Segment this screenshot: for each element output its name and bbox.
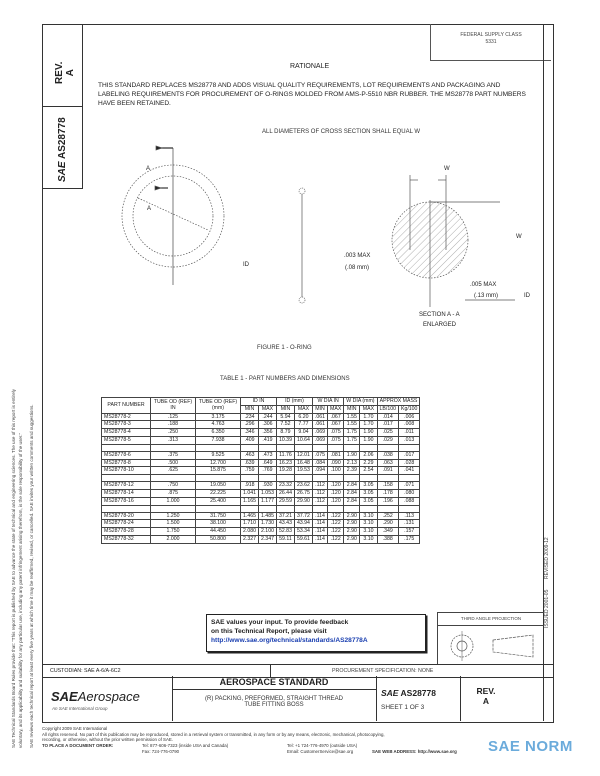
part-number-cell: MS28778-12	[102, 482, 151, 490]
sub-min: MIN	[241, 405, 259, 413]
table-cell: 16.23	[276, 459, 294, 467]
part-number-cell: MS28778-24	[102, 520, 151, 528]
table-cell: 53.34	[294, 528, 312, 536]
table-cell: .750	[151, 482, 196, 490]
table-cell: 3.05	[360, 489, 377, 497]
table-cell: .071	[399, 482, 420, 490]
table-cell: 4.763	[196, 421, 241, 429]
table-cell: .011	[399, 429, 420, 437]
sub-min: MIN	[312, 405, 327, 413]
table-cell: 1.710	[241, 520, 259, 528]
web-address[interactable]: SAE WEB ADDRESS: http://www.sae.org	[372, 748, 457, 754]
table-cell: .029	[377, 436, 398, 444]
table-cell: .388	[377, 535, 398, 543]
table-cell: .769	[258, 467, 276, 475]
table-cell: .061	[312, 421, 327, 429]
table-cell: .131	[399, 520, 420, 528]
table-cell: 2.06	[360, 451, 377, 459]
brand-cell	[42, 676, 173, 721]
label-id-left: ID	[243, 262, 249, 268]
flash-max-mm: (.08 mm)	[345, 265, 369, 271]
table-row	[102, 413, 420, 421]
table-cell: 12.700	[196, 459, 241, 467]
part-number-cell: MS28778-28	[102, 528, 151, 536]
table-cell: 22.225	[196, 489, 241, 497]
table-row	[102, 467, 420, 475]
table-cell: 6.20	[294, 413, 312, 421]
table-cell: 7.938	[196, 436, 241, 444]
offset-max-mm: (.13 mm)	[474, 293, 498, 299]
table-cell: .463	[241, 451, 259, 459]
procurement-spec: PROCUREMENT SPECIFICATION: NONE	[332, 668, 434, 674]
table-cell: .112	[312, 497, 327, 505]
table-cell: .918	[241, 482, 259, 490]
table-cell: .114	[312, 528, 327, 536]
table-cell: 1.041	[241, 489, 259, 497]
table-cell: .349	[377, 528, 398, 536]
table-cell: 38.100	[196, 520, 241, 528]
table-cell: 1.177	[258, 497, 276, 505]
table-row	[102, 512, 420, 520]
part-number-cell: MS28778-8	[102, 459, 151, 467]
aerospace-logo-text: Aerospace	[77, 689, 140, 704]
part-number-cell: MS28778-16	[102, 497, 151, 505]
table-cell: 2.84	[344, 497, 360, 505]
table-spacer-row	[102, 505, 420, 512]
doc-id: AS28778	[57, 117, 68, 160]
table-cell: .875	[151, 489, 196, 497]
sub-max: MAX	[294, 405, 312, 413]
table-cell: .356	[258, 429, 276, 437]
table-cell: 23.62	[294, 482, 312, 490]
third-angle-projection-box	[437, 612, 544, 665]
table-cell: 59.61	[294, 535, 312, 543]
table-cell: .067	[328, 421, 344, 429]
table-cell: .639	[241, 459, 259, 467]
table-cell: .234	[241, 413, 259, 421]
table-cell: .081	[328, 451, 344, 459]
table-cell: 12.01	[294, 451, 312, 459]
table-cell: .069	[312, 429, 327, 437]
table-cell: .250	[151, 429, 196, 437]
table-cell: 1.70	[360, 413, 377, 421]
title-rev-label: REV.	[476, 686, 496, 696]
table-cell: .409	[241, 436, 259, 444]
table-cell: .075	[328, 429, 344, 437]
aerospace-standard-heading: AEROSPACE STANDARD	[172, 676, 376, 690]
table-cell: .346	[241, 429, 259, 437]
table-cell: 3.175	[196, 413, 241, 421]
doc-number-cell	[376, 676, 461, 721]
part-number-cell: MS28778-10	[102, 467, 151, 475]
table-cell: .114	[312, 512, 327, 520]
part-number-cell: MS28778-14	[102, 489, 151, 497]
table-cell: 2.347	[258, 535, 276, 543]
doc-number: AS28778	[400, 688, 436, 698]
third-angle-label: THIRD ANGLE PROJECTION	[438, 613, 544, 626]
part-number-cell: MS28778-2	[102, 413, 151, 421]
sub-min: MIN	[344, 405, 360, 413]
table-cell: .008	[399, 421, 420, 429]
part-number-cell: MS28778-20	[102, 512, 151, 520]
title-block	[42, 676, 554, 721]
table-cell: .125	[151, 413, 196, 421]
table-cell: 3.10	[360, 512, 377, 520]
disclaimer-line-1: SAE Technical Standards Board Rules provide that: "This report is published by SAE to advance the state of technical and engineering sciences. The use of this report is entirely	[11, 389, 16, 748]
table-cell: 1.485	[258, 512, 276, 520]
table-cell: .006	[399, 413, 420, 421]
table-cell: 1.90	[360, 436, 377, 444]
table-row	[102, 520, 420, 528]
part-number-cell: MS28778-4	[102, 429, 151, 437]
table-cell: 1.500	[151, 520, 196, 528]
table-cell: 23.32	[276, 482, 294, 490]
table-cell: .296	[241, 421, 259, 429]
table-cell: .075	[312, 451, 327, 459]
sae-logo-icon: SAE	[51, 689, 78, 704]
table-cell: 29.90	[294, 497, 312, 505]
table-spacer-row	[102, 475, 420, 482]
section-a-a-view	[392, 175, 515, 307]
table-cell: .290	[377, 520, 398, 528]
table-row	[102, 459, 420, 467]
col-tube-od-mm: TUBE OD (REF) (mm)	[196, 398, 241, 414]
fsc-value: 5331	[485, 39, 497, 45]
col-w-in: W DIA IN	[312, 398, 343, 406]
table-title: TABLE 1 - PART NUMBERS AND DIMENSIONS	[220, 376, 350, 382]
table-cell: .061	[312, 413, 327, 421]
label-w-right: W	[516, 234, 522, 240]
table-cell: .075	[328, 436, 344, 444]
table-cell: .014	[377, 413, 398, 421]
sub-max: MAX	[258, 405, 276, 413]
table-cell: 19.050	[196, 482, 241, 490]
table-cell: .041	[399, 467, 420, 475]
table-cell: .063	[377, 459, 398, 467]
table-cell: 1.250	[151, 512, 196, 520]
table-cell: 3.10	[360, 528, 377, 536]
table-cell: .112	[312, 489, 327, 497]
table-cell: 1.55	[344, 421, 360, 429]
table-cell: .113	[399, 512, 420, 520]
table-cell: 26.44	[276, 489, 294, 497]
table-cell: 7.77	[294, 421, 312, 429]
table-cell: 7.52	[276, 421, 294, 429]
table-cell: .088	[399, 497, 420, 505]
offset-max-in: .005 MAX	[470, 282, 497, 288]
table-row	[102, 528, 420, 536]
table-cell: 59.11	[276, 535, 294, 543]
title-cell	[172, 676, 377, 721]
table-cell: 2.90	[344, 520, 360, 528]
table-cell: 1.70	[360, 421, 377, 429]
table-cell: .122	[328, 528, 344, 536]
label-w-top: W	[444, 166, 450, 172]
col-id-in: ID IN	[241, 398, 277, 406]
rev-cell	[460, 676, 512, 721]
table-cell: .094	[312, 467, 327, 475]
issued-date: ISSUED 2001-05	[544, 589, 550, 628]
table-cell: 9.04	[294, 429, 312, 437]
table-cell: 2.080	[241, 528, 259, 536]
table-cell: 1.90	[360, 429, 377, 437]
o-ring-front-view	[122, 146, 224, 285]
table-cell: .017	[399, 451, 420, 459]
sae-logo-icon: SAE	[381, 688, 399, 698]
label-id-right: ID	[524, 293, 530, 299]
table-cell: 8.79	[276, 429, 294, 437]
table-cell: 3.10	[360, 535, 377, 543]
table-cell: .067	[328, 413, 344, 421]
table-cell: .252	[377, 512, 398, 520]
table-cell: 37.72	[294, 512, 312, 520]
table-row	[102, 436, 420, 444]
table-row	[102, 421, 420, 429]
table-cell: 2.90	[344, 512, 360, 520]
table-cell: 2.84	[344, 482, 360, 490]
table-cell: .759	[241, 467, 259, 475]
label-a-mid: A	[147, 206, 152, 212]
third-angle-projection-icon	[438, 626, 544, 664]
table-cell: 11.76	[276, 451, 294, 459]
table-cell: 1.750	[151, 528, 196, 536]
table-row	[102, 429, 420, 437]
o-ring-side-view	[299, 188, 305, 303]
table-row	[102, 451, 420, 459]
rev-box	[42, 24, 83, 107]
sub-min: MIN	[276, 405, 294, 413]
table-cell: .114	[312, 520, 327, 528]
table-cell: 2.90	[344, 535, 360, 543]
table-cell: 2.29	[360, 459, 377, 467]
table-row	[102, 497, 420, 505]
tel-intl: Tel: +1 724-776-4970 (outside USA)	[287, 742, 358, 748]
table-cell: 2.84	[344, 489, 360, 497]
parts-table	[101, 397, 420, 544]
rationale-text: THIS STANDARD REPLACES MS28778 AND ADDS VISUAL QUALITY REQUIREMENTS, LOT REQUIREMENTS AND PACKAGING AND LABELING REQUIREMENTS FOR PROCUREMENT OF O-RINGS MOLDED FROM AMS-P-5510 NBR RUBBER. THE MS28778 PART NUMBERS HAVE BEEN RETAINED.	[98, 82, 526, 107]
table-cell: 43.43	[276, 520, 294, 528]
right-margin-strip	[543, 24, 553, 721]
table-cell: .090	[328, 459, 344, 467]
disclaimer-line-3: SAE reviews each technical report at least every five years at which time it may be reaffirmed, revised, or cancelled. SAE invites your written comments and suggestions.	[29, 404, 34, 748]
table-cell: 2.100	[258, 528, 276, 536]
table-cell: .084	[312, 459, 327, 467]
table-cell: 50.800	[196, 535, 241, 543]
col-mass: APPROX MASS	[377, 398, 420, 406]
sub-max: MAX	[328, 405, 344, 413]
order-label: TO PLACE A DOCUMENT ORDER:	[42, 742, 114, 748]
table-cell: .196	[377, 497, 398, 505]
sub-lb: LB/100	[377, 405, 398, 413]
feedback-box	[206, 614, 426, 652]
table-cell: .017	[377, 421, 398, 429]
table-cell: .080	[399, 489, 420, 497]
col-w-mm: W DIA (mm)	[344, 398, 377, 406]
section-label-2: ENLARGED	[423, 322, 457, 328]
table-cell: .500	[151, 459, 196, 467]
brand-subtitle: An SAE International Group	[52, 706, 108, 711]
rev-value: A	[65, 69, 76, 77]
doc-id-box	[42, 106, 83, 189]
table-cell: .025	[377, 429, 398, 437]
table-cell: .375	[151, 451, 196, 459]
table-cell: 52.83	[276, 528, 294, 536]
table-cell: 1.75	[344, 436, 360, 444]
rationale-title: RATIONALE	[290, 63, 330, 70]
table-cell: 3.10	[360, 520, 377, 528]
watermark-logo: SAE NORM	[488, 738, 573, 755]
table-cell: 15.875	[196, 467, 241, 475]
part-number-cell: MS28778-3	[102, 421, 151, 429]
table-cell: 1.465	[241, 512, 259, 520]
table-cell: 44.450	[196, 528, 241, 536]
table-cell: 2.327	[241, 535, 259, 543]
feedback-line-2: on this Technical Report, please visit	[211, 628, 327, 635]
sub-max: MAX	[360, 405, 377, 413]
footer	[42, 726, 542, 755]
table-cell: .028	[399, 459, 420, 467]
table-cell: 6.350	[196, 429, 241, 437]
table-cell: 9.525	[196, 451, 241, 459]
table-cell: .069	[312, 436, 327, 444]
rev-label: REV.	[54, 61, 65, 84]
table-row	[102, 535, 420, 543]
sheet-number: SHEET 1 OF 3	[381, 704, 425, 711]
federal-supply-class-box	[430, 24, 551, 61]
table-cell: 1.165	[241, 497, 259, 505]
table-cell: .114	[312, 535, 327, 543]
table-cell: .157	[399, 528, 420, 536]
figure-cross-section-note: ALL DIAMETERS OF CROSS SECTION SHALL EQUAL W	[262, 129, 421, 135]
table-cell: .178	[377, 489, 398, 497]
flash-max-in: .003 MAX	[344, 253, 371, 259]
table-cell: 1.75	[344, 429, 360, 437]
tel-na: Tel: 877-606-7323 (inside USA and Canada)	[142, 742, 229, 748]
part-number-cell: MS28778-5	[102, 436, 151, 444]
disclaimer-line-2: voluntary, and its applicability and suitability for any particular use, including any patent infringement arising therefrom, is the sole responsibility of the user."	[18, 432, 23, 748]
table-cell: .306	[258, 421, 276, 429]
doc-title-line-1: (R) PACKING, PREFORMED, STRAIGHT THREAD	[204, 696, 343, 702]
table-cell: 43.94	[294, 520, 312, 528]
part-number-cell: MS28778-6	[102, 451, 151, 459]
o-ring-figure	[100, 140, 540, 340]
table-cell: 2.13	[344, 459, 360, 467]
section-label-1: SECTION A - A	[419, 312, 460, 318]
table-cell: .120	[328, 497, 344, 505]
doc-title-line-2: TUBE FITTING BOSS	[244, 702, 304, 708]
table-cell: 2.90	[344, 528, 360, 536]
email[interactable]: Email: CustomerService@sae.org	[287, 748, 354, 754]
figure-caption: FIGURE 1 - O-RING	[257, 345, 312, 351]
table-cell: 2.39	[344, 467, 360, 475]
table-cell: .244	[258, 413, 276, 421]
table-cell: 26.75	[294, 489, 312, 497]
table-cell: 31.750	[196, 512, 241, 520]
table-cell: .112	[312, 482, 327, 490]
table-cell: .419	[258, 436, 276, 444]
label-a-top: A	[146, 166, 151, 172]
table-cell: 2.54	[360, 467, 377, 475]
rights-line-2: recording, or otherwise, without the prior written permission of SAE.	[42, 737, 174, 743]
table-cell: 37.21	[276, 512, 294, 520]
table-cell: .120	[328, 489, 344, 497]
fax: Fax: 724-776-0790	[142, 748, 180, 754]
table-cell: .625	[151, 467, 196, 475]
part-number-cell: MS28778-32	[102, 535, 151, 543]
table-cell: .930	[258, 482, 276, 490]
table-cell: 19.53	[294, 467, 312, 475]
table-cell: .091	[377, 467, 398, 475]
fsc-label: FEDERAL SUPPLY CLASS	[460, 32, 522, 38]
col-tube-od-in: TUBE OD (REF) IN	[151, 398, 196, 414]
table-cell: 1.55	[344, 413, 360, 421]
table-cell: 5.94	[276, 413, 294, 421]
table-cell: 1.000	[151, 497, 196, 505]
table-cell: .122	[328, 512, 344, 520]
table-cell: .188	[151, 421, 196, 429]
table-row	[102, 482, 420, 490]
table-cell: 10.64	[294, 436, 312, 444]
table-cell: 1.730	[258, 520, 276, 528]
table-cell: 10.39	[276, 436, 294, 444]
table-cell: .122	[328, 520, 344, 528]
table-spacer-row	[102, 444, 420, 451]
table-cell: 3.05	[360, 497, 377, 505]
table-cell: 25.400	[196, 497, 241, 505]
col-id-mm: ID (mm)	[276, 398, 312, 406]
feedback-link[interactable]: http://www.sae.org/technical/standards/AS28778A	[211, 637, 368, 644]
table-cell: 2.000	[151, 535, 196, 543]
table-cell: 29.59	[276, 497, 294, 505]
table-cell: .175	[399, 535, 420, 543]
table-cell: 3.05	[360, 482, 377, 490]
table-row	[102, 489, 420, 497]
table-cell: .649	[258, 459, 276, 467]
copyright: Copyright 2009 SAE International	[42, 726, 108, 731]
table-cell: .158	[377, 482, 398, 490]
title-rev-value: A	[482, 696, 490, 706]
table-cell: .473	[258, 451, 276, 459]
table-cell: 19.28	[276, 467, 294, 475]
sae-logo-icon: SAE	[57, 161, 68, 182]
feedback-line-1: SAE values your input. To provide feedback	[211, 619, 349, 626]
custodian: CUSTODIAN: SAE A-6/A-6C2	[50, 668, 121, 674]
table-cell: 16.48	[294, 459, 312, 467]
revised-date: REVISED 2009-12	[544, 537, 550, 579]
table-cell: .013	[399, 436, 420, 444]
table-cell: 1.053	[258, 489, 276, 497]
table-cell: .038	[377, 451, 398, 459]
rights-line-1: All rights reserved. No part of this publication may be reproduced, stored in a retrieval system or transmitted, in any form or by any means, electronic, mechanical, photocopying,	[42, 731, 385, 737]
table-cell: .313	[151, 436, 196, 444]
table-cell: .122	[328, 535, 344, 543]
col-part-number: PART NUMBER	[102, 398, 151, 414]
table-cell: .100	[328, 467, 344, 475]
table-cell: 1.90	[344, 451, 360, 459]
table-cell: .120	[328, 482, 344, 490]
sub-kg: Kg/100	[399, 405, 420, 413]
